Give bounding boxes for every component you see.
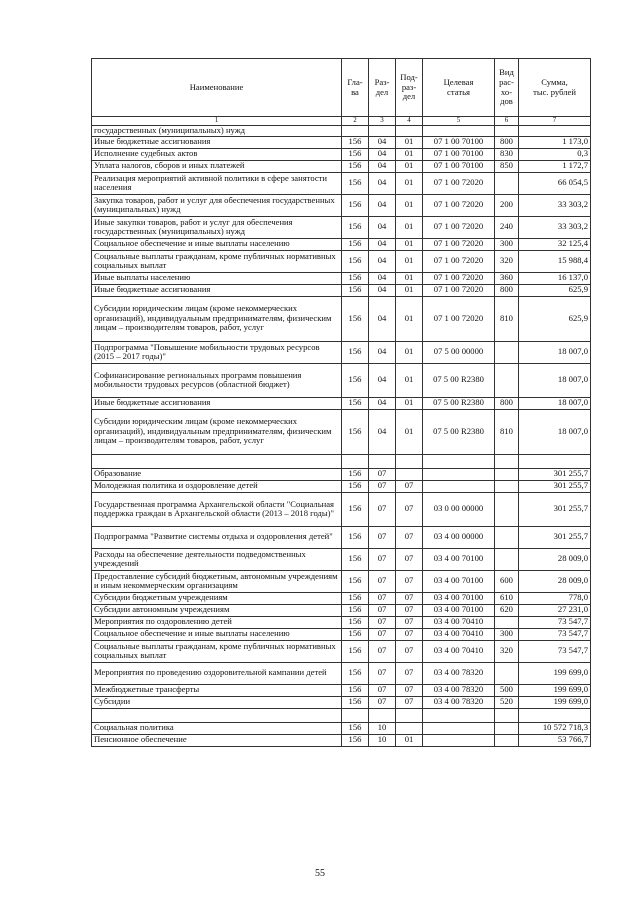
cell-target-article: 07 1 00 72020 bbox=[423, 194, 495, 216]
cell-glava: 156 bbox=[342, 341, 369, 363]
table-row bbox=[92, 492, 591, 526]
cell-glava: 156 bbox=[342, 734, 369, 746]
cell-glava: 156 bbox=[342, 272, 369, 284]
table-row bbox=[92, 722, 591, 734]
cell-name: Иные закупки товаров, работ и услуг для обеспечения государственных (муниципальных) нужд bbox=[92, 216, 342, 238]
table-row bbox=[92, 136, 591, 148]
cell-podrazdel: 01 bbox=[396, 194, 423, 216]
cell-podrazdel: 01 bbox=[396, 148, 423, 160]
cell-name: Исполнение судебных актов bbox=[92, 148, 342, 160]
table-row bbox=[92, 708, 591, 722]
cell-razdel: 04 bbox=[369, 136, 396, 148]
cell-razdel: 07 bbox=[369, 628, 396, 640]
cell-name: Пенсионное обеспечение bbox=[92, 734, 342, 746]
cell-glava: 156 bbox=[342, 628, 369, 640]
cell-sum: 28 009,0 bbox=[519, 570, 591, 592]
cell-glava: 156 bbox=[342, 640, 369, 662]
cell-sum: 199 699,0 bbox=[519, 662, 591, 684]
cell-podrazdel: 01 bbox=[396, 341, 423, 363]
cell-target-article: 07 5 00 R2380 bbox=[423, 409, 495, 454]
table-row bbox=[92, 592, 591, 604]
cell-target-article bbox=[423, 454, 495, 468]
cell-expense-type: 810 bbox=[495, 409, 519, 454]
cell-name: Межбюджетные трансферты bbox=[92, 684, 342, 696]
cell-name: Государственная программа Архангельской области "Социальная поддержка граждан в Архангельской области (2013 – 2018 годы)" bbox=[92, 492, 342, 526]
cell-name: Субсидии юридическим лицам (кроме некоммерческих организаций), индивидуальным предпринимателям, физическим лицам – производителям товаров, работ, услуг bbox=[92, 409, 342, 454]
cell-target-article: 07 1 00 70100 bbox=[423, 148, 495, 160]
cell-sum: 0,3 bbox=[519, 148, 591, 160]
cell-target-article bbox=[423, 734, 495, 746]
header-target-article: Целевая статья bbox=[423, 59, 495, 117]
cell-sum: 73 547,7 bbox=[519, 640, 591, 662]
cell-target-article: 07 5 00 R2380 bbox=[423, 397, 495, 409]
cell-target-article bbox=[423, 722, 495, 734]
cell-podrazdel: 01 bbox=[396, 272, 423, 284]
cell-target-article: 07 5 00 00000 bbox=[423, 341, 495, 363]
cell-glava: 156 bbox=[342, 480, 369, 492]
cell-glava: 156 bbox=[342, 216, 369, 238]
table-row bbox=[92, 548, 591, 570]
cell-sum bbox=[519, 126, 591, 137]
cell-target-article: 07 1 00 72020 bbox=[423, 272, 495, 284]
cell-target-article bbox=[423, 468, 495, 480]
cell-glava: 156 bbox=[342, 160, 369, 172]
cell-name: Подпрограмма "Развитие системы отдыха и оздоровления детей" bbox=[92, 526, 342, 548]
cell-podrazdel: 01 bbox=[396, 296, 423, 341]
cell-name: Расходы на обеспечение деятельности подведомственных учреждений bbox=[92, 548, 342, 570]
cell-expense-type: 500 bbox=[495, 684, 519, 696]
cell-podrazdel: 07 bbox=[396, 604, 423, 616]
cell-glava: 156 bbox=[342, 662, 369, 684]
column-number: 1 bbox=[92, 117, 342, 126]
cell-podrazdel: 07 bbox=[396, 548, 423, 570]
cell-razdel: 04 bbox=[369, 409, 396, 454]
cell-name: Софинансирование региональных программ повышения мобильности трудовых ресурсов (областной бюджет) bbox=[92, 363, 342, 397]
cell-razdel: 07 bbox=[369, 604, 396, 616]
cell-razdel: 10 bbox=[369, 722, 396, 734]
cell-razdel: 04 bbox=[369, 341, 396, 363]
cell-sum: 33 303,2 bbox=[519, 216, 591, 238]
cell-name: Молодежная политика и оздоровление детей bbox=[92, 480, 342, 492]
header-sum: Сумма, тыс. рублей bbox=[519, 59, 591, 117]
cell-target-article: 07 1 00 72020 bbox=[423, 296, 495, 341]
cell-target-article: 03 4 00 70410 bbox=[423, 628, 495, 640]
cell-expense-type: 610 bbox=[495, 592, 519, 604]
cell-glava: 156 bbox=[342, 363, 369, 397]
cell-expense-type bbox=[495, 341, 519, 363]
cell-sum: 1 172,7 bbox=[519, 160, 591, 172]
cell-razdel: 04 bbox=[369, 363, 396, 397]
cell-podrazdel: 01 bbox=[396, 734, 423, 746]
cell-name: Реализация мероприятий активной политики в сфере занятости населения bbox=[92, 172, 342, 194]
cell-name: Уплата налогов, сборов и иных платежей bbox=[92, 160, 342, 172]
cell-glava: 156 bbox=[342, 492, 369, 526]
cell-glava: 156 bbox=[342, 250, 369, 272]
cell-sum: 301 255,7 bbox=[519, 468, 591, 480]
table-row bbox=[92, 172, 591, 194]
column-number: 3 bbox=[369, 117, 396, 126]
table-row bbox=[92, 662, 591, 684]
table-row bbox=[92, 409, 591, 454]
cell-glava: 156 bbox=[342, 172, 369, 194]
cell-podrazdel: 07 bbox=[396, 480, 423, 492]
table-row bbox=[92, 684, 591, 696]
cell-razdel bbox=[369, 454, 396, 468]
table-row bbox=[92, 272, 591, 284]
cell-podrazdel: 07 bbox=[396, 684, 423, 696]
cell-glava: 156 bbox=[342, 148, 369, 160]
cell-target-article: 07 1 00 72020 bbox=[423, 216, 495, 238]
cell-expense-type bbox=[495, 616, 519, 628]
cell-razdel: 04 bbox=[369, 284, 396, 296]
header-razdel: Раз- дел bbox=[369, 59, 396, 117]
cell-sum: 18 007,0 bbox=[519, 363, 591, 397]
cell-sum: 778,0 bbox=[519, 592, 591, 604]
cell-target-article: 03 4 00 70410 bbox=[423, 640, 495, 662]
cell-razdel: 07 bbox=[369, 480, 396, 492]
cell-expense-type: 300 bbox=[495, 238, 519, 250]
cell-expense-type bbox=[495, 548, 519, 570]
cell-name: Предоставление субсидий бюджетным, автономным учреждениям и иным некоммерческим организациям bbox=[92, 570, 342, 592]
cell-expense-type: 830 bbox=[495, 148, 519, 160]
cell-sum: 73 547,7 bbox=[519, 628, 591, 640]
cell-razdel: 04 bbox=[369, 397, 396, 409]
table-row bbox=[92, 696, 591, 708]
cell-sum: 73 547,7 bbox=[519, 616, 591, 628]
cell-razdel: 04 bbox=[369, 148, 396, 160]
table-row bbox=[92, 126, 591, 137]
header-podrazdel: Под- раз- дел bbox=[396, 59, 423, 117]
table-header bbox=[92, 59, 591, 126]
cell-glava bbox=[342, 126, 369, 137]
header-glava: Гла- ва bbox=[342, 59, 369, 117]
column-number: 4 bbox=[396, 117, 423, 126]
cell-name: Подпрограмма "Повышение мобильности трудовых ресурсов (2015 – 2017 годы)" bbox=[92, 341, 342, 363]
cell-target-article bbox=[423, 126, 495, 137]
table-row bbox=[92, 526, 591, 548]
cell-expense-type: 800 bbox=[495, 397, 519, 409]
table-row bbox=[92, 160, 591, 172]
cell-expense-type: 520 bbox=[495, 696, 519, 708]
cell-podrazdel: 01 bbox=[396, 363, 423, 397]
cell-name: Образование bbox=[92, 468, 342, 480]
table-row bbox=[92, 616, 591, 628]
cell-razdel: 07 bbox=[369, 684, 396, 696]
cell-podrazdel: 07 bbox=[396, 696, 423, 708]
cell-expense-type bbox=[495, 480, 519, 492]
header-expense-type: Вид рас- хо- дов bbox=[495, 59, 519, 117]
cell-name: Иные бюджетные ассигнования bbox=[92, 284, 342, 296]
cell-podrazdel: 01 bbox=[396, 397, 423, 409]
budget-table bbox=[91, 58, 591, 747]
cell-expense-type: 810 bbox=[495, 296, 519, 341]
table-row bbox=[92, 341, 591, 363]
cell-expense-type bbox=[495, 126, 519, 137]
cell-expense-type: 360 bbox=[495, 272, 519, 284]
cell-sum: 32 125,4 bbox=[519, 238, 591, 250]
cell-sum: 301 255,7 bbox=[519, 526, 591, 548]
cell-podrazdel: 01 bbox=[396, 172, 423, 194]
cell-razdel: 07 bbox=[369, 492, 396, 526]
cell-name: государственных (муниципальных) нужд bbox=[92, 126, 342, 137]
cell-name: Социальные выплаты гражданам, кроме публичных нормативных социальных выплат bbox=[92, 250, 342, 272]
cell-glava: 156 bbox=[342, 296, 369, 341]
cell-name: Иные бюджетные ассигнования bbox=[92, 136, 342, 148]
cell-razdel: 04 bbox=[369, 272, 396, 284]
cell-sum: 18 007,0 bbox=[519, 397, 591, 409]
cell-sum: 1 173,0 bbox=[519, 136, 591, 148]
cell-target-article: 07 1 00 72020 bbox=[423, 284, 495, 296]
cell-expense-type bbox=[495, 454, 519, 468]
cell-expense-type bbox=[495, 172, 519, 194]
cell-glava bbox=[342, 708, 369, 722]
cell-glava: 156 bbox=[342, 548, 369, 570]
cell-razdel: 07 bbox=[369, 570, 396, 592]
cell-target-article: 07 1 00 70100 bbox=[423, 136, 495, 148]
cell-razdel: 04 bbox=[369, 250, 396, 272]
cell-target-article bbox=[423, 480, 495, 492]
cell-podrazdel: 01 bbox=[396, 284, 423, 296]
cell-glava: 156 bbox=[342, 397, 369, 409]
cell-target-article: 03 4 00 78320 bbox=[423, 662, 495, 684]
cell-glava: 156 bbox=[342, 616, 369, 628]
cell-sum bbox=[519, 454, 591, 468]
cell-sum: 18 007,0 bbox=[519, 409, 591, 454]
cell-expense-type bbox=[495, 722, 519, 734]
cell-expense-type: 620 bbox=[495, 604, 519, 616]
cell-target-article: 03 4 00 70100 bbox=[423, 604, 495, 616]
cell-sum: 53 766,7 bbox=[519, 734, 591, 746]
table-row bbox=[92, 238, 591, 250]
table-row bbox=[92, 640, 591, 662]
cell-podrazdel: 01 bbox=[396, 216, 423, 238]
cell-podrazdel: 07 bbox=[396, 640, 423, 662]
cell-name: Субсидии юридическим лицам (кроме некоммерческих организаций), индивидуальным предпринимателям, физическим лицам – производителям товаров, работ, услуг bbox=[92, 296, 342, 341]
cell-razdel: 04 bbox=[369, 172, 396, 194]
cell-sum: 199 699,0 bbox=[519, 696, 591, 708]
cell-razdel: 04 bbox=[369, 238, 396, 250]
cell-sum: 625,9 bbox=[519, 296, 591, 341]
table-row bbox=[92, 363, 591, 397]
cell-sum: 625,9 bbox=[519, 284, 591, 296]
cell-name: Мероприятия по проведению оздоровительной кампании детей bbox=[92, 662, 342, 684]
cell-glava: 156 bbox=[342, 722, 369, 734]
cell-podrazdel: 01 bbox=[396, 409, 423, 454]
cell-target-article: 03 4 00 70410 bbox=[423, 616, 495, 628]
cell-target-article: 03 4 00 78320 bbox=[423, 696, 495, 708]
table-row bbox=[92, 250, 591, 272]
cell-name bbox=[92, 708, 342, 722]
cell-expense-type: 800 bbox=[495, 284, 519, 296]
cell-sum: 15 988,4 bbox=[519, 250, 591, 272]
cell-razdel: 10 bbox=[369, 734, 396, 746]
cell-sum bbox=[519, 708, 591, 722]
cell-expense-type: 200 bbox=[495, 194, 519, 216]
cell-podrazdel bbox=[396, 722, 423, 734]
cell-sum: 199 699,0 bbox=[519, 684, 591, 696]
cell-podrazdel bbox=[396, 708, 423, 722]
cell-expense-type: 300 bbox=[495, 628, 519, 640]
cell-razdel bbox=[369, 708, 396, 722]
cell-glava: 156 bbox=[342, 604, 369, 616]
cell-glava: 156 bbox=[342, 194, 369, 216]
cell-target-article: 03 4 00 70100 bbox=[423, 570, 495, 592]
cell-sum: 66 054,5 bbox=[519, 172, 591, 194]
cell-target-article: 07 1 00 70100 bbox=[423, 160, 495, 172]
cell-podrazdel: 01 bbox=[396, 250, 423, 272]
column-number: 5 bbox=[423, 117, 495, 126]
cell-podrazdel: 07 bbox=[396, 592, 423, 604]
table-body bbox=[92, 126, 591, 747]
cell-glava bbox=[342, 454, 369, 468]
cell-sum: 10 572 718,3 bbox=[519, 722, 591, 734]
cell-expense-type bbox=[495, 708, 519, 722]
cell-glava: 156 bbox=[342, 136, 369, 148]
cell-target-article: 03 4 00 70100 bbox=[423, 548, 495, 570]
column-number: 6 bbox=[495, 117, 519, 126]
table-row bbox=[92, 296, 591, 341]
cell-sum: 16 137,0 bbox=[519, 272, 591, 284]
table-row bbox=[92, 570, 591, 592]
cell-name: Мероприятия по оздоровлению детей bbox=[92, 616, 342, 628]
cell-name: Субсидии bbox=[92, 696, 342, 708]
cell-podrazdel: 07 bbox=[396, 616, 423, 628]
table-row bbox=[92, 628, 591, 640]
cell-podrazdel: 07 bbox=[396, 570, 423, 592]
cell-razdel: 04 bbox=[369, 216, 396, 238]
table-row bbox=[92, 284, 591, 296]
cell-sum: 33 303,2 bbox=[519, 194, 591, 216]
cell-sum: 301 255,7 bbox=[519, 492, 591, 526]
cell-expense-type: 320 bbox=[495, 640, 519, 662]
cell-razdel: 07 bbox=[369, 662, 396, 684]
cell-target-article: 07 1 00 72020 bbox=[423, 238, 495, 250]
cell-expense-type: 320 bbox=[495, 250, 519, 272]
table-row bbox=[92, 480, 591, 492]
cell-expense-type: 240 bbox=[495, 216, 519, 238]
cell-sum: 301 255,7 bbox=[519, 480, 591, 492]
cell-expense-type bbox=[495, 526, 519, 548]
cell-name: Социальное обеспечение и иные выплаты населению bbox=[92, 238, 342, 250]
cell-podrazdel: 07 bbox=[396, 628, 423, 640]
cell-name: Субсидии автономным учреждениям bbox=[92, 604, 342, 616]
cell-razdel: 07 bbox=[369, 696, 396, 708]
table-row bbox=[92, 468, 591, 480]
cell-razdel: 07 bbox=[369, 592, 396, 604]
column-number: 7 bbox=[519, 117, 591, 126]
cell-name bbox=[92, 454, 342, 468]
cell-glava: 156 bbox=[342, 526, 369, 548]
cell-podrazdel: 01 bbox=[396, 136, 423, 148]
cell-razdel: 04 bbox=[369, 160, 396, 172]
cell-podrazdel: 07 bbox=[396, 526, 423, 548]
header-row bbox=[92, 59, 591, 117]
cell-podrazdel: 01 bbox=[396, 238, 423, 250]
table-row bbox=[92, 216, 591, 238]
cell-expense-type bbox=[495, 734, 519, 746]
table-row bbox=[92, 604, 591, 616]
column-number: 2 bbox=[342, 117, 369, 126]
cell-expense-type bbox=[495, 492, 519, 526]
cell-target-article: 03 4 00 78320 bbox=[423, 684, 495, 696]
cell-expense-type bbox=[495, 468, 519, 480]
cell-target-article: 03 4 00 70100 bbox=[423, 592, 495, 604]
cell-expense-type bbox=[495, 662, 519, 684]
cell-razdel: 07 bbox=[369, 468, 396, 480]
cell-podrazdel: 07 bbox=[396, 492, 423, 526]
cell-razdel bbox=[369, 126, 396, 137]
cell-name: Иные выплаты населению bbox=[92, 272, 342, 284]
cell-razdel: 07 bbox=[369, 640, 396, 662]
cell-expense-type: 600 bbox=[495, 570, 519, 592]
table-row bbox=[92, 148, 591, 160]
table-row bbox=[92, 397, 591, 409]
cell-target-article: 07 1 00 72020 bbox=[423, 250, 495, 272]
header-name: Наименование bbox=[92, 59, 342, 117]
cell-sum: 18 007,0 bbox=[519, 341, 591, 363]
cell-podrazdel: 07 bbox=[396, 662, 423, 684]
cell-razdel: 07 bbox=[369, 616, 396, 628]
cell-glava: 156 bbox=[342, 468, 369, 480]
table-row bbox=[92, 194, 591, 216]
cell-name: Социальная политика bbox=[92, 722, 342, 734]
cell-glava: 156 bbox=[342, 570, 369, 592]
cell-expense-type: 850 bbox=[495, 160, 519, 172]
cell-target-article: 03 4 00 00000 bbox=[423, 526, 495, 548]
cell-name: Социальное обеспечение и иные выплаты населению bbox=[92, 628, 342, 640]
cell-glava: 156 bbox=[342, 684, 369, 696]
cell-glava: 156 bbox=[342, 696, 369, 708]
cell-sum: 27 231,0 bbox=[519, 604, 591, 616]
cell-target-article bbox=[423, 708, 495, 722]
page-number: 55 bbox=[315, 868, 325, 879]
cell-name: Социальные выплаты гражданам, кроме публичных нормативных социальных выплат bbox=[92, 640, 342, 662]
cell-glava: 156 bbox=[342, 409, 369, 454]
cell-expense-type: 800 bbox=[495, 136, 519, 148]
cell-expense-type bbox=[495, 363, 519, 397]
cell-podrazdel bbox=[396, 468, 423, 480]
cell-glava: 156 bbox=[342, 284, 369, 296]
cell-razdel: 07 bbox=[369, 548, 396, 570]
cell-target-article: 07 5 00 R2380 bbox=[423, 363, 495, 397]
table-row bbox=[92, 454, 591, 468]
table-row bbox=[92, 734, 591, 746]
cell-target-article: 07 1 00 72020 bbox=[423, 172, 495, 194]
cell-razdel: 04 bbox=[369, 194, 396, 216]
cell-target-article: 03 0 00 00000 bbox=[423, 492, 495, 526]
cell-name: Закупка товаров, работ и услуг для обеспечения государственных (муниципальных) нужд bbox=[92, 194, 342, 216]
cell-razdel: 04 bbox=[369, 296, 396, 341]
cell-podrazdel bbox=[396, 454, 423, 468]
cell-podrazdel: 01 bbox=[396, 160, 423, 172]
cell-podrazdel bbox=[396, 126, 423, 137]
cell-razdel: 07 bbox=[369, 526, 396, 548]
cell-glava: 156 bbox=[342, 238, 369, 250]
cell-name: Субсидии бюджетным учреждениям bbox=[92, 592, 342, 604]
cell-glava: 156 bbox=[342, 592, 369, 604]
cell-name: Иные бюджетные ассигнования bbox=[92, 397, 342, 409]
cell-sum: 28 009,0 bbox=[519, 548, 591, 570]
